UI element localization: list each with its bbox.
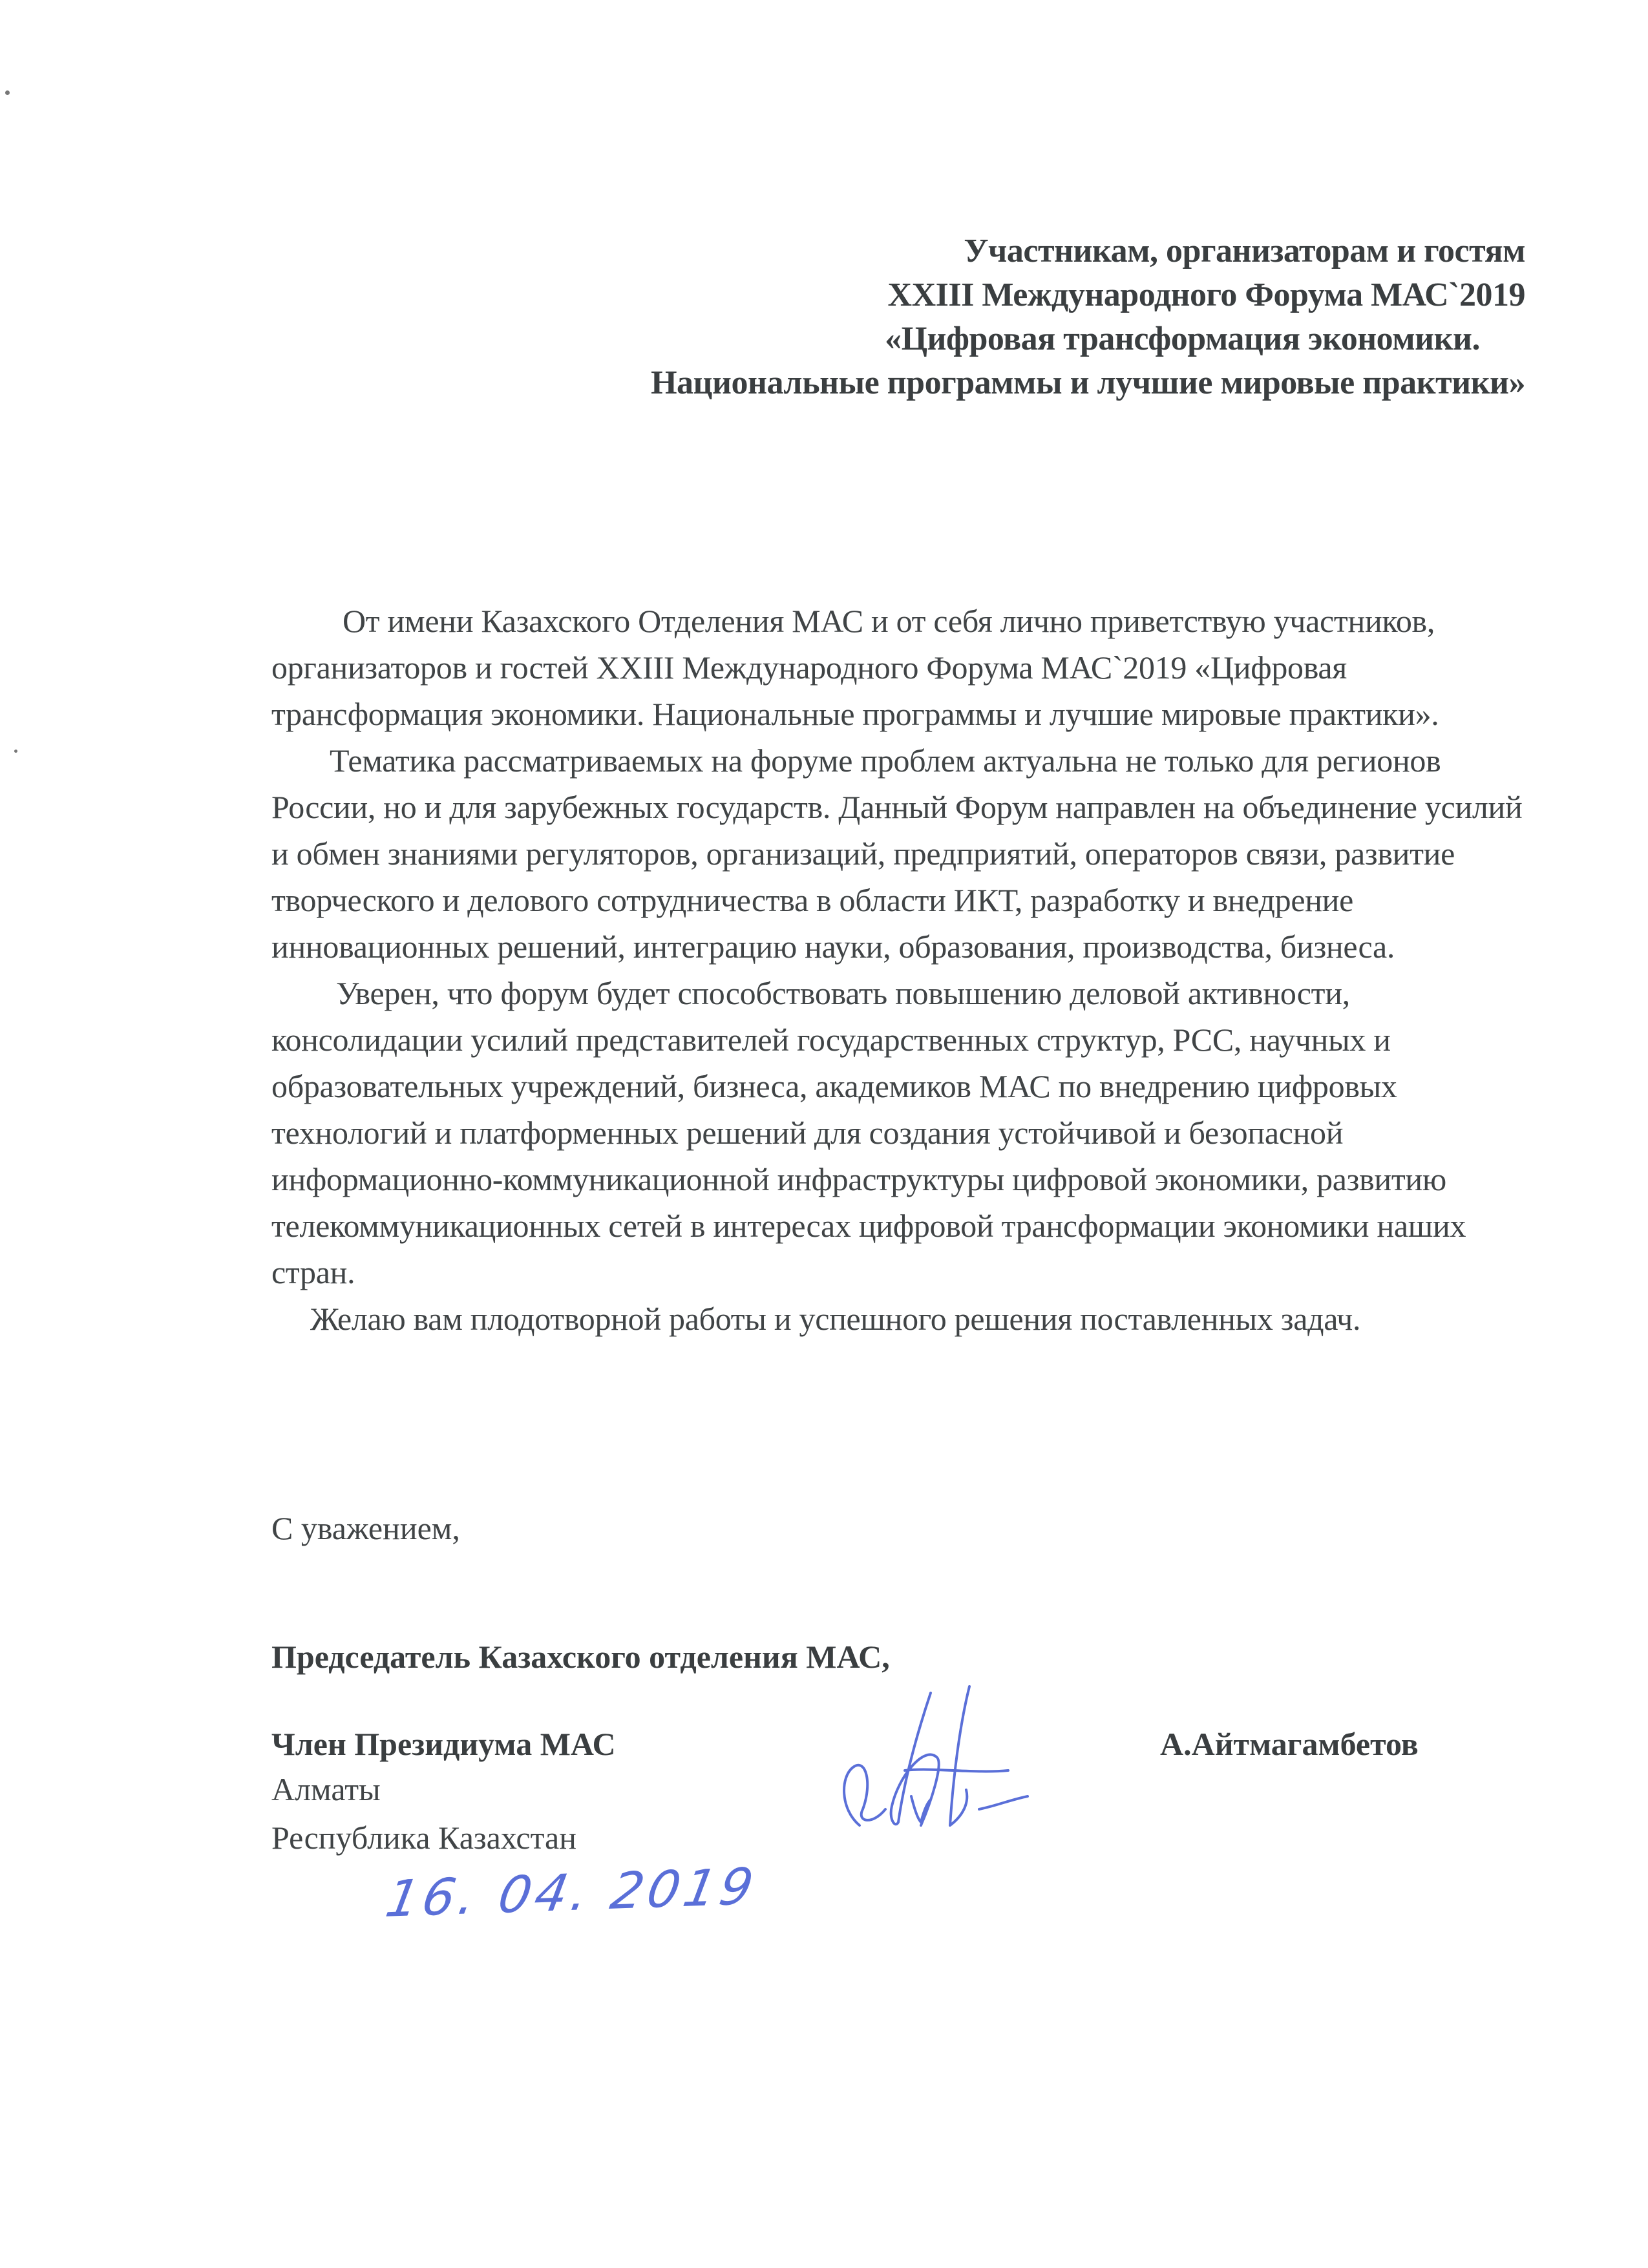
signatory-name: А.Айтмагамбетов bbox=[1160, 1726, 1419, 1762]
scan-speck bbox=[5, 90, 10, 95]
signatory-country: Республика Казахстан bbox=[271, 1820, 576, 1856]
signatory-city: Алматы bbox=[271, 1771, 381, 1807]
addressee-block bbox=[651, 229, 1525, 405]
scan-speck bbox=[14, 750, 17, 753]
paragraph-wishes: Желаю вам плодотворной работы и успешного решения поставленных задач. bbox=[310, 1301, 1361, 1337]
signatory-title: Председатель Казахского отделения МАС, bbox=[271, 1639, 890, 1675]
addressee-line: «Цифровая трансформация экономики. bbox=[885, 320, 1480, 357]
handwritten-date: 16. 04. 2019 bbox=[381, 1858, 762, 1929]
handwritten-signature-icon bbox=[834, 1680, 1118, 1829]
closing-salutation: С уважением, bbox=[271, 1510, 460, 1546]
paragraph-confidence: Уверен, что форум будет способствовать повышению деловой активности, консолидации усилий представителей государственных структур, РСС, научных и образовательных учреждений, бизнеса, академиков МАС по внедрению цифровых технологий и платформенных решений для создания устойчивой и безопасной информационно-коммуникационной инфраструктуры цифровой экономики, развитию телекоммуникационных сетей в интересах цифровой трансформации экономики наших стран. bbox=[271, 975, 1466, 1290]
addressee-line: Участникам, организаторам и гостям bbox=[964, 233, 1525, 269]
paragraph-topic: Тематика рассматриваемых на форуме проблем актуальна не только для регионов России, но и для зарубежных государств. Данный Форум направлен на объединение усилий и обмен знаниями регуляторов, организаций, предприятий, операторов связи, развитие творческого и делового сотрудничества в области ИКТ, разработку и внедрение инновационных решений, интеграцию науки, образования, производства, бизнеса. bbox=[271, 742, 1523, 965]
signatory-position: Член Президиума МАС bbox=[271, 1726, 616, 1762]
addressee-line: XXIII Международного Форума МАС`2019 bbox=[887, 277, 1525, 313]
addressee-line: Национальные программы и лучшие мировые практики» bbox=[651, 364, 1525, 401]
paragraph-greeting: От имени Казахского Отделения МАС и от себя лично приветствую участников, организаторов и гостей XXIII Международного Форума МАС`2019 «Цифровая трансформация экономики. Национальные программы и лучшие мировые практики». bbox=[271, 603, 1439, 732]
letter-body bbox=[271, 598, 1538, 1342]
